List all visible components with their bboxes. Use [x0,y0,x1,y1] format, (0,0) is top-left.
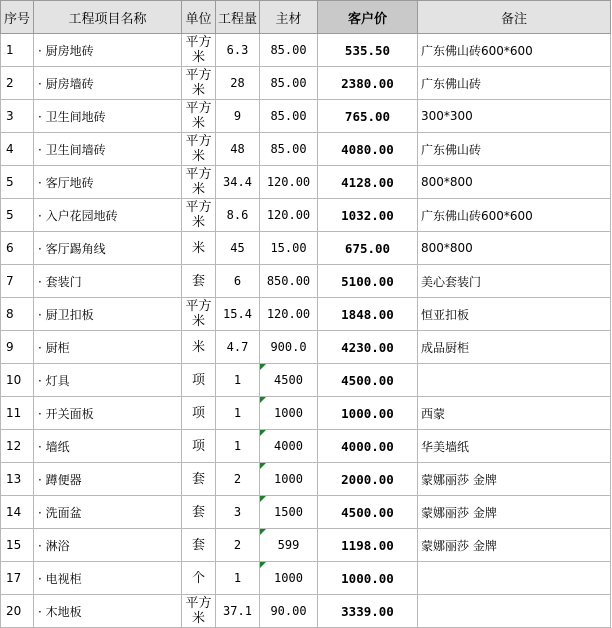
unit-cell[interactable]: 平方米 [182,34,216,67]
row-number-cell[interactable]: 10 [1,364,34,397]
row-number-cell[interactable]: 17 [1,562,34,595]
unit-cell[interactable]: 项 [182,430,216,463]
remarks-cell[interactable] [418,595,611,628]
quantity-cell[interactable]: 2 [216,529,260,562]
item-name-cell[interactable]: · 灯具 [34,364,182,397]
material-cell[interactable]: 85.00 [260,67,318,100]
material-cell[interactable]: 120.00 [260,298,318,331]
header-material[interactable]: 主材 [260,1,318,34]
row-number-cell[interactable]: 14 [1,496,34,529]
header-row [1,1,611,34]
remarks-cell[interactable]: 恒亚扣板 [418,298,611,331]
quantity-cell[interactable]: 34.4 [216,166,260,199]
quantity-cell[interactable]: 28 [216,67,260,100]
unit-cell[interactable]: 个 [182,562,216,595]
table-row [1,331,611,364]
table-row [1,265,611,298]
remarks-cell[interactable]: 成品厨柜 [418,331,611,364]
item-name-cell[interactable]: · 卫生间地砖 [34,100,182,133]
table-row [1,463,611,496]
material-cell[interactable]: 85.00 [260,100,318,133]
remarks-cell[interactable]: 800*800 [418,166,611,199]
client-price-cell[interactable]: 765.00 [318,100,418,133]
row-number-cell[interactable]: 5 [1,166,34,199]
row-number-cell[interactable]: 12 [1,430,34,463]
remarks-cell[interactable] [418,562,611,595]
remarks-cell[interactable]: 广东佛山砖 [418,67,611,100]
header-unit[interactable]: 单位 [182,1,216,34]
client-price-cell[interactable]: 1032.00 [318,199,418,232]
material-cell[interactable]: 120.00 [260,166,318,199]
table-row [1,529,611,562]
row-number-cell[interactable]: 6 [1,232,34,265]
item-name-cell[interactable]: · 客厅踢角线 [34,232,182,265]
material-cell[interactable]: 15.00 [260,232,318,265]
remarks-cell[interactable]: 广东佛山砖600*600 [418,199,611,232]
remarks-cell[interactable]: 广东佛山砖600*600 [418,34,611,67]
remarks-cell[interactable]: 蒙娜丽莎 金牌 [418,463,611,496]
material-cell[interactable]: 599 [260,529,318,562]
remarks-cell[interactable]: 广东佛山砖 [418,133,611,166]
client-price-cell[interactable]: 1848.00 [318,298,418,331]
client-price-cell[interactable]: 5100.00 [318,265,418,298]
row-number-cell[interactable]: 13 [1,463,34,496]
client-price-cell[interactable]: 1000.00 [318,562,418,595]
quantity-cell[interactable]: 4.7 [216,331,260,364]
material-cell[interactable]: 1000 [260,397,318,430]
item-name-cell[interactable]: · 厨柜 [34,331,182,364]
item-name-cell[interactable]: · 开关面板 [34,397,182,430]
table-row [1,199,611,232]
quantity-cell[interactable]: 48 [216,133,260,166]
client-price-cell[interactable]: 4128.00 [318,166,418,199]
quantity-cell[interactable]: 37.1 [216,595,260,628]
table-row [1,166,611,199]
quantity-cell[interactable]: 1 [216,562,260,595]
unit-cell[interactable]: 套 [182,529,216,562]
unit-cell[interactable]: 项 [182,397,216,430]
row-number-cell[interactable]: 9 [1,331,34,364]
unit-cell[interactable]: 平方米 [182,100,216,133]
header-remarks[interactable]: 备注 [418,1,611,34]
quantity-cell[interactable]: 15.4 [216,298,260,331]
quantity-cell[interactable]: 9 [216,100,260,133]
unit-cell[interactable]: 套 [182,463,216,496]
unit-cell[interactable]: 米 [182,331,216,364]
client-price-cell[interactable]: 4000.00 [318,430,418,463]
remarks-cell[interactable]: 华美墙纸 [418,430,611,463]
material-cell[interactable]: 4500 [260,364,318,397]
item-name-cell[interactable]: · 客厅地砖 [34,166,182,199]
client-price-cell[interactable]: 2000.00 [318,463,418,496]
item-name-cell[interactable]: · 厨卫扣板 [34,298,182,331]
remarks-cell[interactable]: 300*300 [418,100,611,133]
client-price-cell[interactable]: 3339.00 [318,595,418,628]
table-row [1,364,611,397]
unit-cell[interactable]: 平方米 [182,133,216,166]
row-number-cell[interactable]: 20 [1,595,34,628]
header-item-name[interactable]: 工程项目名称 [34,1,182,34]
client-price-cell[interactable]: 4230.00 [318,331,418,364]
header-client-price[interactable]: 客户价 [318,1,418,34]
row-number-cell[interactable]: 11 [1,397,34,430]
unit-cell[interactable]: 套 [182,496,216,529]
table-row [1,67,611,100]
material-cell[interactable]: 120.00 [260,199,318,232]
client-price-cell[interactable]: 4080.00 [318,133,418,166]
item-name-cell[interactable]: · 厨房墙砖 [34,67,182,100]
client-price-cell[interactable]: 1000.00 [318,397,418,430]
row-number-cell[interactable]: 3 [1,100,34,133]
material-cell[interactable]: 850.00 [260,265,318,298]
row-number-cell[interactable]: 2 [1,67,34,100]
table-row [1,496,611,529]
quantity-cell[interactable]: 6 [216,265,260,298]
item-name-cell[interactable]: · 厨房地砖 [34,34,182,67]
unit-cell[interactable]: 项 [182,364,216,397]
item-name-cell[interactable]: · 洗面盆 [34,496,182,529]
table-row [1,133,611,166]
quantity-cell[interactable]: 8.6 [216,199,260,232]
table-row [1,397,611,430]
quantity-cell[interactable]: 1 [216,364,260,397]
unit-cell[interactable]: 平方米 [182,298,216,331]
header-quantity[interactable]: 工程量 [216,1,260,34]
item-name-cell[interactable]: · 墙纸 [34,430,182,463]
row-number-cell[interactable]: 5 [1,199,34,232]
table-row [1,562,611,595]
remarks-cell[interactable]: 800*800 [418,232,611,265]
remarks-cell[interactable]: 蒙娜丽莎 金牌 [418,529,611,562]
row-number-cell[interactable]: 7 [1,265,34,298]
unit-cell[interactable]: 平方米 [182,166,216,199]
client-price-cell[interactable]: 4500.00 [318,496,418,529]
table-row [1,232,611,265]
client-price-cell[interactable]: 2380.00 [318,67,418,100]
material-cell[interactable]: 85.00 [260,133,318,166]
material-cell[interactable]: 1000 [260,562,318,595]
material-cell[interactable]: 4000 [260,430,318,463]
material-cell[interactable]: 1000 [260,463,318,496]
client-price-cell[interactable]: 4500.00 [318,364,418,397]
table-row [1,430,611,463]
quantity-cell[interactable]: 45 [216,232,260,265]
unit-cell[interactable]: 米 [182,232,216,265]
table-row [1,34,611,67]
table-body [1,34,611,628]
quantity-cell[interactable]: 2 [216,463,260,496]
unit-cell[interactable]: 套 [182,265,216,298]
quantity-cell[interactable]: 1 [216,397,260,430]
row-number-cell[interactable]: 4 [1,133,34,166]
item-name-cell[interactable]: · 卫生间墙砖 [34,133,182,166]
item-name-cell[interactable]: · 入户花园地砖 [34,199,182,232]
remarks-cell[interactable]: 美心套装门 [418,265,611,298]
header-no[interactable]: 序号 [1,1,34,34]
item-name-cell[interactable]: · 电视柜 [34,562,182,595]
table-row [1,100,611,133]
material-cell[interactable]: 1500 [260,496,318,529]
remarks-cell[interactable]: 蒙娜丽莎 金牌 [418,496,611,529]
item-name-cell[interactable]: · 套装门 [34,265,182,298]
client-price-cell[interactable]: 535.50 [318,34,418,67]
material-cell[interactable]: 900.0 [260,331,318,364]
item-name-cell[interactable]: · 木地板 [34,595,182,628]
client-price-cell[interactable]: 675.00 [318,232,418,265]
material-cell[interactable]: 85.00 [260,34,318,67]
row-number-cell[interactable]: 15 [1,529,34,562]
material-cell[interactable]: 90.00 [260,595,318,628]
row-number-cell[interactable]: 8 [1,298,34,331]
quantity-cell[interactable]: 1 [216,430,260,463]
quantity-cell[interactable]: 6.3 [216,34,260,67]
row-number-cell[interactable]: 1 [1,34,34,67]
item-name-cell[interactable]: · 蹲便器 [34,463,182,496]
unit-cell[interactable]: 平方米 [182,199,216,232]
quantity-cell[interactable]: 3 [216,496,260,529]
unit-cell[interactable]: 平方米 [182,67,216,100]
remarks-cell[interactable] [418,364,611,397]
table-row [1,298,611,331]
client-price-cell[interactable]: 1198.00 [318,529,418,562]
unit-cell[interactable]: 平方米 [182,595,216,628]
item-name-cell[interactable]: · 淋浴 [34,529,182,562]
remarks-cell[interactable]: 西蒙 [418,397,611,430]
table-row [1,595,611,628]
